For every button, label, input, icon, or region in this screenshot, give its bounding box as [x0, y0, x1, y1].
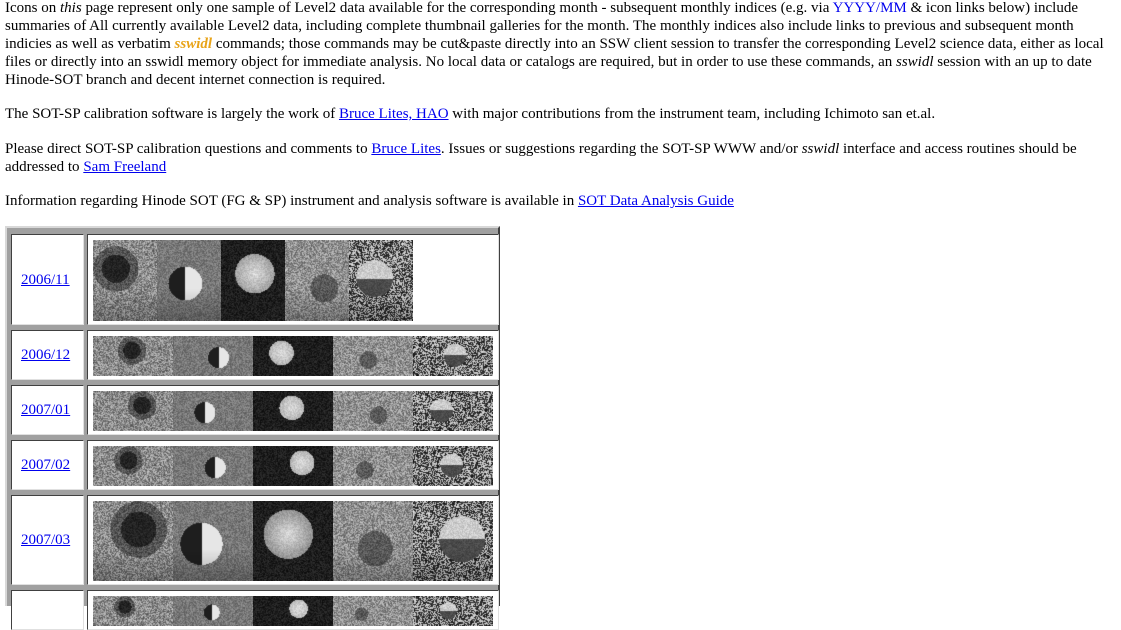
thumbnail-cell [87, 385, 499, 435]
thumbnail-strip-link[interactable] [93, 240, 413, 321]
sot-data-analysis-guide-link[interactable]: SOT Data Analysis Guide [577, 193, 734, 209]
solar-thumbnail-image[interactable] [333, 446, 413, 486]
solar-thumbnail-image[interactable] [253, 336, 333, 376]
solar-thumbnail-image[interactable] [93, 391, 173, 431]
contact-paragraph [5, 140, 1117, 176]
intro-text-1: Icons on [5, 0, 60, 16]
solar-thumbnail-image[interactable] [221, 240, 285, 321]
thumbnail-cell [87, 590, 499, 630]
solar-thumbnail-image[interactable] [157, 240, 221, 321]
solar-thumbnail-image[interactable] [413, 596, 493, 626]
calibration-text-1: The SOT-SP calibration software is largely the work of [5, 106, 339, 122]
sam-freeland-link[interactable]: Sam Freeland [83, 159, 167, 175]
thumbnail-strip-link[interactable] [93, 501, 493, 581]
solar-thumbnail-image[interactable] [285, 240, 349, 321]
yyyymm-label: YYYY/MM [832, 0, 907, 16]
thumbnail-strip-link[interactable] [93, 391, 493, 431]
bruce-lites-hao-link[interactable]: Bruce Lites, HAO [338, 106, 449, 122]
contact-text-3: interface and access routines should be addressed to [5, 141, 1077, 175]
intro-this-word: this [60, 0, 82, 16]
solar-thumbnail-image[interactable] [173, 446, 253, 486]
calibration-paragraph [5, 105, 1117, 123]
solar-thumbnail-image[interactable] [333, 391, 413, 431]
month-cell [11, 330, 84, 380]
thumbnail-strip-link[interactable] [93, 596, 493, 626]
solar-thumbnail-image[interactable] [173, 391, 253, 431]
solar-thumbnail-image[interactable] [173, 501, 253, 581]
solar-thumbnail-image[interactable] [253, 501, 333, 581]
contact-text-2: . Issues or suggestions regarding the SOT-SP WWW and/or [440, 141, 802, 157]
sswidl-italic: sswidl [895, 54, 934, 70]
thumbnail-cell [87, 234, 499, 325]
solar-thumbnail-image[interactable] [333, 596, 413, 626]
month-link[interactable]: 2007/01 [21, 402, 71, 418]
month-cell [11, 385, 84, 435]
solar-thumbnail-image[interactable] [173, 596, 253, 626]
month-gallery-table [5, 226, 500, 606]
sswidl-highlight: sswidl [174, 36, 213, 52]
calibration-text-2: with major contributions from the instrument team, including Ichimoto san et.al. [448, 106, 936, 122]
intro-text-5: session with an up to date Hinode-SOT branch and decent internet connection is required. [5, 54, 1092, 88]
solar-thumbnail-image[interactable] [333, 336, 413, 376]
thumbnail-cell [87, 440, 499, 490]
solar-thumbnail-image[interactable] [253, 391, 333, 431]
thumbnail-strip-link[interactable] [93, 446, 493, 486]
month-link[interactable]: 2007/03 [21, 532, 71, 548]
solar-thumbnail-image[interactable] [253, 446, 333, 486]
solar-thumbnail-image[interactable] [333, 501, 413, 581]
info-text: Information regarding Hinode SOT (FG & SP) instrument and analysis software is available in [5, 193, 578, 209]
bruce-lites-link[interactable]: Bruce Lites [371, 141, 441, 157]
intro-text-2: page represent only one sample of Level2 data available for the corresponding month - subsequent monthly indices (e.g. via [81, 0, 833, 16]
month-link[interactable]: 2007/02 [21, 457, 71, 473]
solar-thumbnail-image[interactable] [253, 596, 333, 626]
solar-thumbnail-image[interactable] [93, 240, 157, 321]
thumbnail-strip-link[interactable] [93, 336, 493, 376]
thumbnail-cell [87, 330, 499, 380]
intro-text-4: commands; those commands may be cut&paste directly into an SSW client session to transfer the corresponding Level2 science data, either as local files or directly into an sswidl memory object for immediate analysis. No local data or catalogs are required, but in order to use these commands, an [5, 36, 1104, 70]
intro-paragraph [5, 0, 1117, 89]
solar-thumbnail-image[interactable] [413, 336, 493, 376]
solar-thumbnail-image[interactable] [413, 501, 493, 581]
solar-thumbnail-image[interactable] [349, 240, 413, 321]
solar-thumbnail-image[interactable] [93, 501, 173, 581]
month-cell [11, 495, 84, 585]
thumbnail-cell [87, 495, 499, 585]
intro-text-3: & icon links below) include summaries of All currently available Level2 data, including complete thumbnail galleries for the month. The monthly indices also include links to previous and subsequent month indicies as well as verbatim [5, 0, 1078, 52]
solar-thumbnail-image[interactable] [93, 596, 173, 626]
solar-thumbnail-image[interactable] [413, 446, 493, 486]
info-paragraph [5, 192, 1117, 210]
solar-thumbnail-image[interactable] [413, 391, 493, 431]
month-cell [11, 590, 84, 630]
contact-text-1: Please direct SOT-SP calibration questions and comments to [5, 141, 372, 157]
month-cell [11, 234, 84, 325]
solar-thumbnail-image[interactable] [93, 336, 173, 376]
solar-thumbnail-image[interactable] [173, 336, 253, 376]
month-cell [11, 440, 84, 490]
month-link[interactable]: 2006/11 [21, 272, 70, 288]
contact-sswidl: sswidl [801, 141, 840, 157]
month-link[interactable]: 2006/12 [21, 347, 71, 363]
solar-thumbnail-image[interactable] [93, 446, 173, 486]
